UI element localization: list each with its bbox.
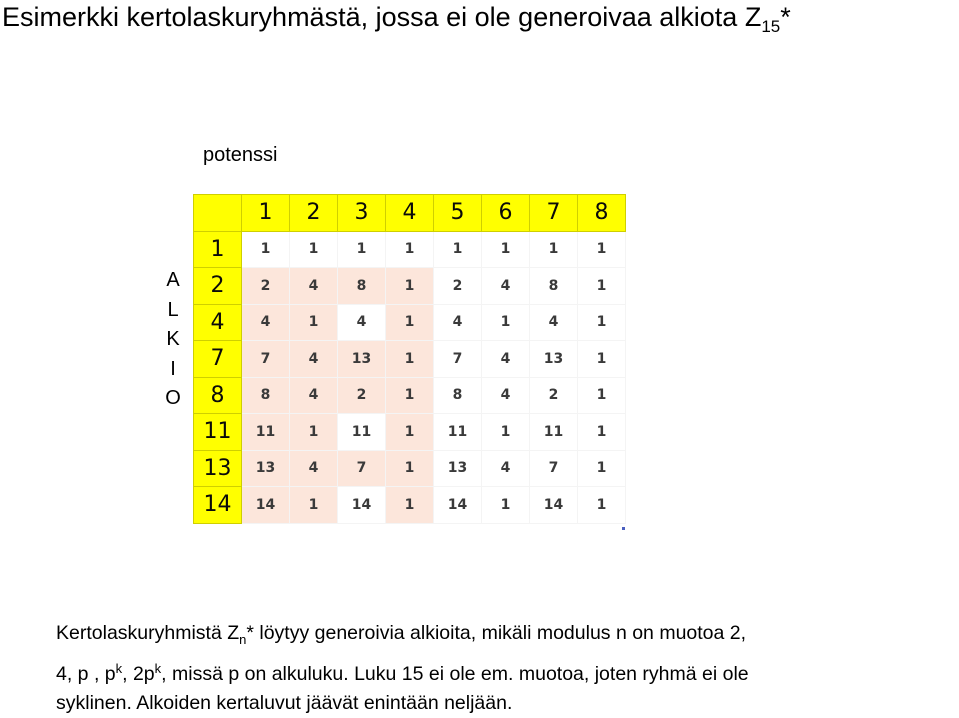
table-cell: 1 [386,341,434,378]
table-cell: 13 [242,450,290,487]
table-row [194,304,626,341]
table-cell: 1 [530,231,578,268]
paragraph-line-2 [56,654,956,689]
paragraph-line-3: syklinen. Alkoiden kertaluvut jäävät enintään neljään. [56,692,513,714]
table-cell: 13 [530,341,578,378]
paragraph-line-1 [56,619,956,654]
table-cell: 2 [434,268,482,305]
table-cell: 4 [290,268,338,305]
table-cell: 2 [242,268,290,305]
table-cell: 1 [482,304,530,341]
column-header-cell: 5 [434,195,482,232]
slide-title [2,0,791,46]
row-axis-letter: O [165,387,181,409]
table-cell: 4 [434,304,482,341]
table-cell: 8 [338,268,386,305]
explanation-paragraph [56,619,956,718]
row-axis-label [162,266,184,414]
table-cell: 13 [338,341,386,378]
table-cell: 1 [386,377,434,414]
row-axis-letter: L [167,298,179,321]
row-header-cell: 11 [194,414,242,451]
table-cell: 4 [530,304,578,341]
table-cell: 4 [338,304,386,341]
column-header-cell: 7 [530,195,578,232]
table-cell: 1 [386,450,434,487]
paragraph-text: , 2p [122,663,155,685]
table-cell: 11 [530,414,578,451]
table-cell: 8 [434,377,482,414]
paragraph-text: Kertolaskuryhmistä Z [56,622,240,644]
table-cell: 8 [242,377,290,414]
table-cell: 7 [338,450,386,487]
column-header-cell: 1 [242,195,290,232]
row-header-cell: 13 [194,450,242,487]
table-cell: 7 [434,341,482,378]
row-axis-letter: I [170,357,176,380]
paragraph-text: , missä p on alkuluku. Luku 15 ei ole em. muotoa, joten ryhmä ei ole [161,663,749,685]
table-cell: 1 [578,414,626,451]
power-table [193,194,626,524]
table-cell: 1 [338,231,386,268]
table-cell: 14 [434,487,482,524]
title-subscript: 15 [761,17,781,36]
table-row [194,341,626,378]
table-cell: 1 [578,304,626,341]
table-cell: 1 [386,487,434,524]
row-header-cell: 14 [194,487,242,524]
column-header-cell: 8 [578,195,626,232]
table-row [194,268,626,305]
row-header-cell: 7 [194,341,242,378]
table-cell: 2 [338,377,386,414]
table-cell: 4 [242,304,290,341]
table-cell: 4 [482,377,530,414]
title-text: Esimerkki kertolaskuryhmästä, jossa ei ole generoivaa alkiota Z [2,2,762,32]
table-cell: 1 [290,487,338,524]
row-axis-letter: K [166,328,180,350]
table-cell: 4 [482,450,530,487]
table-cell: 4 [290,450,338,487]
paragraph-subscript: n [239,632,247,647]
table-cell: 13 [434,450,482,487]
table-cell: 1 [290,414,338,451]
table-row [194,377,626,414]
column-axis-label: potenssi [203,144,278,166]
stray-dot [622,527,625,530]
table-cell: 11 [338,414,386,451]
table-cell: 11 [242,414,290,451]
table-cell: 4 [290,341,338,378]
table-cell: 1 [386,414,434,451]
table-cell: 1 [482,487,530,524]
table-cell: 1 [482,231,530,268]
table-cell: 1 [578,487,626,524]
paragraph-superscript: k [115,661,123,676]
table-cell: 1 [434,231,482,268]
table-cell: 1 [578,341,626,378]
table-cell: 11 [434,414,482,451]
table-cell: 4 [482,268,530,305]
row-header-cell: 1 [194,231,242,268]
table-cell: 1 [578,377,626,414]
table-cell: 1 [242,231,290,268]
table-cell: 14 [338,487,386,524]
paragraph-superscript: k [154,661,162,676]
table-row [194,450,626,487]
column-header-cell: 3 [338,195,386,232]
table-cell: 8 [530,268,578,305]
table-cell: 1 [578,450,626,487]
column-header-cell: 6 [482,195,530,232]
title-suffix: * [780,2,791,32]
table-cell: 7 [530,450,578,487]
table-cell: 1 [386,268,434,305]
table-cell: 1 [578,268,626,305]
table-cell: 1 [290,231,338,268]
table-row [194,487,626,524]
table-corner-cell [194,195,242,232]
paragraph-text: * löytyy generoivia alkioita, mikäli modulus n on muotoa 2, [246,622,747,644]
table-cell: 1 [482,414,530,451]
paragraph-text: 4, p , p [56,663,116,685]
table-row [194,231,626,268]
column-header-cell: 2 [290,195,338,232]
table-cell: 2 [530,377,578,414]
row-axis-letter: A [166,269,180,291]
table-row [194,414,626,451]
table-cell: 1 [290,304,338,341]
row-header-cell: 4 [194,304,242,341]
row-header-cell: 8 [194,377,242,414]
table-cell: 14 [242,487,290,524]
table-cell: 4 [290,377,338,414]
table-header-row [194,195,626,232]
table-cell: 1 [578,231,626,268]
table-cell: 4 [482,341,530,378]
column-header-cell: 4 [386,195,434,232]
table-cell: 14 [530,487,578,524]
table-cell: 7 [242,341,290,378]
table-cell: 1 [386,231,434,268]
table-cell: 1 [386,304,434,341]
row-header-cell: 2 [194,268,242,305]
